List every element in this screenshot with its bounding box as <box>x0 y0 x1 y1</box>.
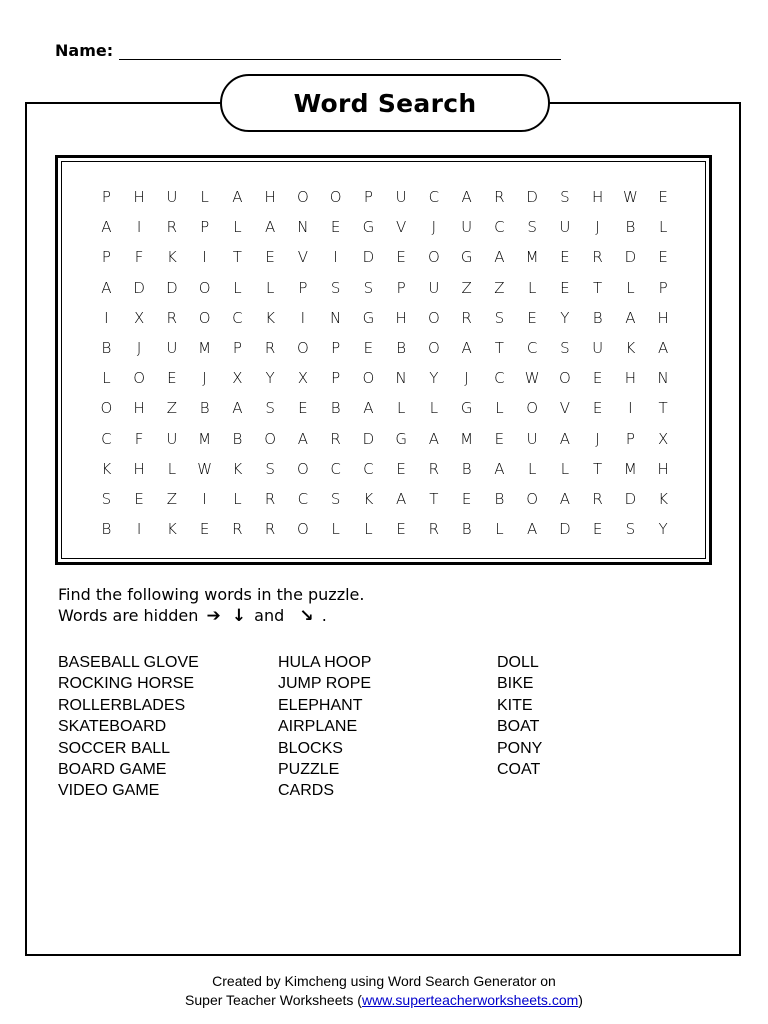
word-list-column-3 <box>497 652 542 780</box>
grid-letter: J <box>431 218 437 237</box>
grid-letter: L <box>527 278 537 297</box>
grid-letter: R <box>330 429 341 448</box>
grid-letter: O <box>100 399 113 418</box>
grid-letter: J <box>202 369 207 388</box>
grid-letter: C <box>494 369 505 388</box>
grid-letter: L <box>626 278 635 297</box>
grid-letter: G <box>460 399 473 418</box>
grid-letter: A <box>461 338 472 357</box>
arrow-diagonal-icon: ↘ <box>299 606 314 626</box>
word-list-item: CARDS <box>278 782 335 800</box>
grid-letter: E <box>396 520 406 539</box>
footer-prefix: Super Teacher Worksheets ( <box>185 992 362 1008</box>
grid-letter: A <box>494 248 505 267</box>
grid-letter: D <box>559 520 571 539</box>
grid-letter: Z <box>166 399 178 418</box>
grid-letter: E <box>592 520 603 539</box>
grid-letter: H <box>591 188 604 206</box>
grid-row <box>90 273 680 303</box>
grid-letter: D <box>526 188 538 206</box>
grid-letter: R <box>166 308 178 327</box>
grid-letter: S <box>560 338 570 357</box>
grid-letter: K <box>101 459 112 478</box>
grid-letter: H <box>264 188 276 206</box>
footer-line-1: Created by Kimcheng using Word Search Generator on <box>212 973 556 989</box>
grid-letter: X <box>657 429 669 448</box>
grid-letter: S <box>330 278 341 297</box>
grid-letter: G <box>395 429 407 448</box>
grid-row <box>90 333 680 363</box>
grid-letter: I <box>202 248 207 267</box>
grid-letter: R <box>592 489 603 508</box>
grid-letter: A <box>232 399 243 418</box>
grid-letter: E <box>592 399 603 418</box>
grid-letter: D <box>133 278 145 297</box>
grid-letter: K <box>166 248 177 267</box>
grid-letter: C <box>330 459 341 478</box>
word-list-item: ELEPHANT <box>278 696 363 714</box>
instructions-line-1: Find the following words in the puzzle. <box>58 585 365 604</box>
grid-letter: O <box>296 338 309 357</box>
grid-letter: G <box>362 218 375 237</box>
grid-letter: H <box>657 459 669 478</box>
grid-letter: B <box>199 399 210 418</box>
grid-letter: P <box>331 369 341 388</box>
grid-letter: R <box>232 520 243 539</box>
grid-letter: E <box>363 338 374 357</box>
page-title: Word Search <box>293 88 477 118</box>
grid-letter: P <box>396 278 406 297</box>
grid-letter: M <box>198 429 212 448</box>
grid-letter: A <box>101 218 112 237</box>
grid-letter: A <box>494 459 505 478</box>
grid-letter: R <box>592 248 603 267</box>
grid-row <box>90 182 680 212</box>
grid-letter: I <box>202 489 207 508</box>
grid-letter: D <box>362 429 375 448</box>
grid-letter: A <box>559 429 570 448</box>
grid-letter: L <box>396 399 406 418</box>
footer-website-link[interactable]: www.superteacherworksheets.com <box>361 992 579 1008</box>
word-list-item: BOARD GAME <box>58 761 167 779</box>
grid-letter: E <box>134 489 144 508</box>
grid-letter: I <box>300 308 306 327</box>
grid-letter: L <box>265 278 275 297</box>
grid-letter: U <box>592 338 604 357</box>
grid-letter: X <box>232 369 243 388</box>
grid-letter: L <box>495 399 504 418</box>
grid-letter: B <box>330 399 341 418</box>
grid-letter: I <box>136 218 142 237</box>
grid-letter: E <box>199 520 210 539</box>
grid-letter: M <box>460 429 474 448</box>
name-blank-line[interactable] <box>119 41 561 60</box>
grid-letter: E <box>658 248 668 267</box>
word-list-item: VIDEO GAME <box>58 782 160 800</box>
grid-letter: B <box>494 489 505 508</box>
word-list-item: SOCCER BALL <box>58 739 171 757</box>
grid-row <box>90 424 680 454</box>
grid-letter: E <box>560 278 570 297</box>
grid-letter: C <box>494 218 505 237</box>
grid-row <box>90 363 680 393</box>
grid-letter: E <box>265 248 275 267</box>
grid-letter: B <box>592 308 603 327</box>
grid-row <box>90 303 680 333</box>
instructions-prefix: Words are hidden <box>58 606 199 625</box>
grid-letter: U <box>166 429 178 448</box>
grid-letter: S <box>625 520 636 539</box>
word-list-item: JUMP ROPE <box>278 675 372 693</box>
grid-letter: U <box>428 278 440 297</box>
grid-letter: O <box>329 188 342 206</box>
grid-letter: T <box>593 459 603 478</box>
grid-letter: A <box>264 218 276 237</box>
grid-letter: P <box>331 338 341 357</box>
grid-letter: R <box>494 188 505 206</box>
word-list-item: ROCKING HORSE <box>58 675 195 693</box>
word-list-item: BOAT <box>497 718 540 736</box>
word-list-item: COAT <box>497 761 541 779</box>
grid-letter: B <box>625 218 636 237</box>
grid-letter: J <box>136 338 142 357</box>
instructions-and: and <box>254 606 285 625</box>
grid-letter: T <box>494 338 504 357</box>
grid-letter: B <box>461 459 472 478</box>
grid-letter: K <box>658 489 669 508</box>
grid-letter: K <box>166 520 177 539</box>
grid-letter: N <box>657 369 669 388</box>
grid-letter: G <box>460 248 473 267</box>
grid-letter: L <box>200 188 209 206</box>
grid-letter: A <box>461 188 472 206</box>
grid-letter: W <box>622 188 638 206</box>
grid-letter: E <box>560 248 570 267</box>
word-list-item: SKATEBOARD <box>58 718 167 736</box>
grid-letter: O <box>198 308 211 327</box>
grid-letter: O <box>296 459 309 478</box>
grid-letter: M <box>623 459 637 478</box>
word-list-item: AIRPLANE <box>278 718 358 736</box>
grid-letter: A <box>395 489 407 508</box>
grid-letter: C <box>232 308 243 327</box>
title-banner <box>220 74 550 132</box>
grid-letter: K <box>363 489 374 508</box>
grid-letter: S <box>494 308 505 327</box>
grid-letter: C <box>526 338 538 357</box>
grid-letter: A <box>428 429 439 448</box>
grid-letter: H <box>133 399 145 418</box>
grid-row <box>90 242 680 272</box>
grid-letter: R <box>166 218 178 237</box>
grid-letter: E <box>658 188 668 206</box>
grid-letter: L <box>495 520 504 539</box>
footer-suffix: ) <box>578 992 583 1008</box>
grid-letter: A <box>232 188 243 206</box>
grid-letter: L <box>102 369 111 388</box>
grid-letter: R <box>264 338 276 357</box>
grid-letter: X <box>297 369 309 388</box>
grid-letter: S <box>265 399 275 418</box>
arrow-down-icon: ↓ <box>231 606 247 626</box>
grid-letter: P <box>363 188 373 206</box>
grid-letter: O <box>198 278 211 297</box>
grid-letter: K <box>265 308 276 327</box>
grid-letter: S <box>265 459 275 478</box>
grid-letter: B <box>232 429 243 448</box>
grid-letter: B <box>101 338 112 357</box>
grid-letter: H <box>657 308 669 327</box>
grid-letter: F <box>134 248 144 267</box>
grid-letter: U <box>166 188 178 206</box>
grid-letter: P <box>232 338 242 357</box>
grid-letter: U <box>526 429 538 448</box>
grid-letter: D <box>166 278 178 297</box>
grid-letter: E <box>461 489 472 508</box>
footer-line-2 <box>0 991 768 1010</box>
grid-letter: O <box>526 489 539 508</box>
grid-letter: I <box>136 520 142 539</box>
grid-letter: N <box>297 218 309 237</box>
grid-letter: E <box>330 218 341 237</box>
grid-letter: L <box>429 399 439 418</box>
grid-row <box>90 514 680 544</box>
grid-letter: P <box>101 248 111 267</box>
grid-letter: L <box>658 218 668 237</box>
grid-letter: E <box>494 429 505 448</box>
word-list-item: BLOCKS <box>278 739 343 757</box>
grid-letter: H <box>133 459 145 478</box>
grid-letter: S <box>363 278 374 297</box>
grid-letter: X <box>133 308 145 327</box>
grid-letter: L <box>167 459 177 478</box>
grid-letter: P <box>200 218 210 237</box>
grid-letter: P <box>101 188 111 206</box>
word-list-item: PONY <box>497 739 543 757</box>
name-row <box>55 38 561 60</box>
grid-letter: E <box>396 459 406 478</box>
grid-letter: O <box>526 399 539 418</box>
grid-letter: E <box>527 308 537 327</box>
grid-letter: I <box>628 399 633 418</box>
grid-letter: A <box>297 429 308 448</box>
grid-letter: Y <box>265 369 275 388</box>
grid-letter: L <box>233 218 242 237</box>
grid-row <box>90 454 680 484</box>
grid-letter: S <box>560 188 570 206</box>
grid-letter: C <box>101 429 112 448</box>
instructions <box>58 584 364 627</box>
grid-letter: J <box>464 369 469 388</box>
word-list-item: ROLLERBLADES <box>58 696 186 714</box>
grid-letter: P <box>658 278 668 297</box>
grid-letter: L <box>233 489 242 508</box>
grid-letter: M <box>525 248 539 267</box>
grid-letter: P <box>298 278 308 297</box>
grid-letter: T <box>429 489 439 508</box>
grid-letter: C <box>428 188 440 206</box>
grid-letter: W <box>197 459 213 478</box>
grid-letter: D <box>624 489 637 508</box>
grid-letter: R <box>428 520 440 539</box>
grid-letter: D <box>624 248 637 267</box>
grid-row <box>90 393 680 423</box>
grid-letter: E <box>396 248 406 267</box>
footer <box>0 972 768 1010</box>
grid-letter: E <box>298 399 308 418</box>
grid-letter: O <box>558 369 571 388</box>
grid-letter: H <box>133 188 145 206</box>
grid-letter: U <box>166 338 178 357</box>
grid-letter: D <box>362 248 375 267</box>
grid-letter: H <box>624 369 637 388</box>
grid-letter: N <box>395 369 407 388</box>
grid-letter: A <box>363 399 374 418</box>
grid-row <box>90 484 680 514</box>
word-list-column-1 <box>58 652 199 802</box>
grid-letter: S <box>101 489 112 508</box>
grid-letter: S <box>330 489 341 508</box>
grid-letter: Z <box>166 489 178 508</box>
instructions-period: . <box>321 606 327 625</box>
grid-letter: A <box>625 308 636 327</box>
grid-letter: O <box>133 369 146 388</box>
word-list-item: BIKE <box>497 675 534 693</box>
grid-letter: R <box>428 459 440 478</box>
grid-letter: V <box>395 218 407 237</box>
grid-letter: U <box>461 218 473 237</box>
name-label: Name: <box>55 41 114 60</box>
word-list-item: KITE <box>497 696 533 714</box>
word-list-column-2 <box>278 652 371 802</box>
grid-letter: F <box>134 429 144 448</box>
grid-letter: B <box>461 520 472 539</box>
grid-letter: T <box>658 399 668 418</box>
grid-letter: Y <box>658 520 668 539</box>
instructions-line-2 <box>58 605 364 627</box>
grid-letter: V <box>297 248 308 267</box>
grid-letter: A <box>559 489 570 508</box>
grid-letter: U <box>559 218 571 237</box>
grid-letter: O <box>427 248 440 267</box>
grid-letter: B <box>101 520 112 539</box>
grid-letter: W <box>524 369 540 388</box>
grid-letter: J <box>595 429 600 448</box>
grid-letter: A <box>101 278 112 297</box>
grid-letter: O <box>427 338 440 357</box>
grid-letter: J <box>595 218 600 237</box>
grid-letter: R <box>264 489 276 508</box>
grid-letter: I <box>104 308 109 327</box>
grid-letter: L <box>527 459 537 478</box>
grid-letter: O <box>427 308 440 327</box>
grid-letter: Z <box>461 278 472 297</box>
grid-letter: L <box>364 520 373 539</box>
grid-letter: U <box>395 188 407 206</box>
grid-letter: K <box>625 338 636 357</box>
grid-letter: A <box>526 520 538 539</box>
grid-row <box>90 212 680 242</box>
grid-letter: L <box>560 459 570 478</box>
grid-letter: S <box>527 218 537 237</box>
grid-letter: C <box>363 459 374 478</box>
grid-letter: N <box>330 308 342 327</box>
grid-letter: Z <box>494 278 505 297</box>
grid-letter: M <box>198 338 212 357</box>
arrow-right-icon: ➔ <box>206 606 221 626</box>
word-list-item: PUZZLE <box>278 761 340 779</box>
letter-grid <box>90 182 680 544</box>
grid-letter: T <box>593 278 603 297</box>
grid-letter: Y <box>560 308 570 327</box>
grid-letter: H <box>395 308 407 327</box>
grid-letter: R <box>461 308 472 327</box>
grid-letter: O <box>296 520 309 539</box>
grid-letter: G <box>362 308 375 327</box>
grid-letter: O <box>296 188 309 206</box>
word-list-item: BASEBALL GLOVE <box>58 654 199 671</box>
word-list-item: HULA HOOP <box>278 654 372 671</box>
grid-letter: P <box>625 429 635 448</box>
grid-letter: K <box>232 459 243 478</box>
grid-letter: Y <box>429 369 439 388</box>
grid-letter: L <box>233 278 242 297</box>
grid-letter: O <box>362 369 375 388</box>
grid-letter: O <box>264 429 277 448</box>
grid-letter: L <box>331 520 340 539</box>
grid-letter: C <box>297 489 309 508</box>
word-list-item: DOLL <box>497 654 539 671</box>
grid-letter: A <box>657 338 669 357</box>
grid-letter: R <box>264 520 276 539</box>
grid-letter: E <box>592 369 603 388</box>
grid-letter: V <box>559 399 570 418</box>
grid-letter: I <box>333 248 338 267</box>
grid-letter: B <box>396 338 407 357</box>
grid-letter: E <box>167 369 177 388</box>
grid-letter: T <box>232 248 242 267</box>
